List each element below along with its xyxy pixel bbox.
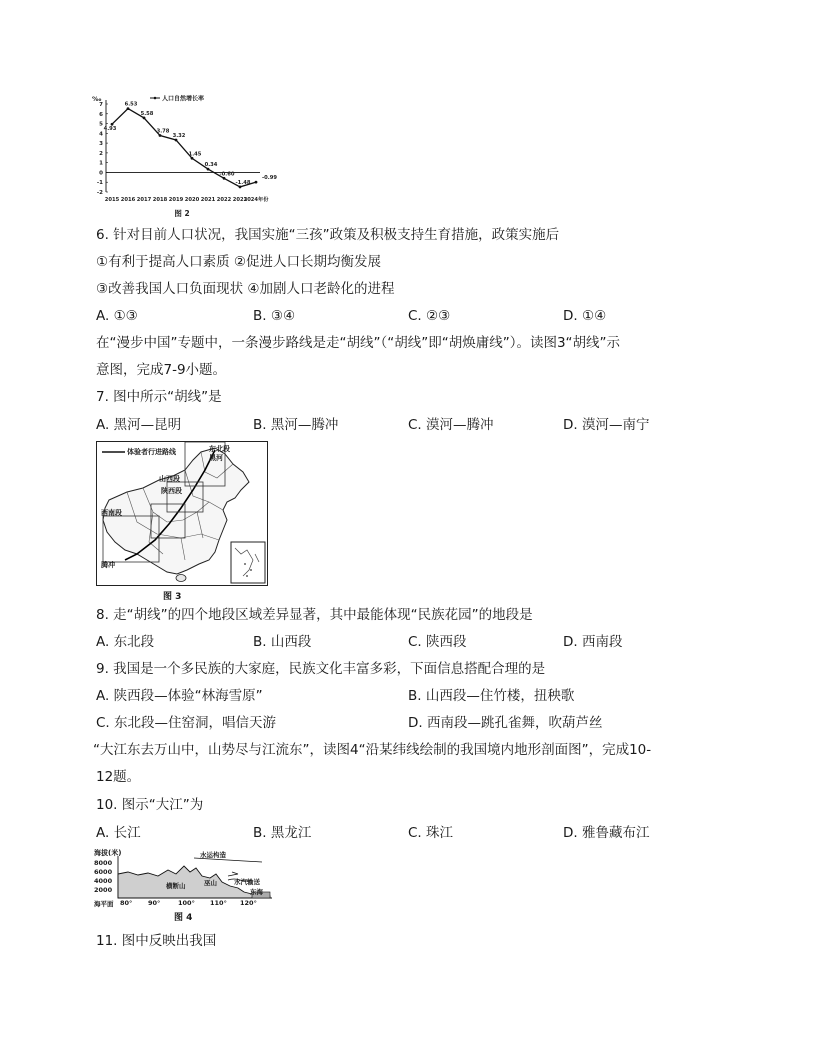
fig2-ytick-0: 7 <box>99 102 103 108</box>
fig2-xtick-2022: 2022 <box>216 197 232 203</box>
fig4-label-hengduan: 横断山 <box>166 882 186 890</box>
q6-option-b[interactable]: B. ③④ <box>253 308 296 324</box>
q8-option-b[interactable]: B. 山西段 <box>253 634 312 650</box>
fig2-xtick-2021: 2021 <box>200 197 216 203</box>
fig4-xtick-120: 120° <box>240 899 257 907</box>
q7-option-d[interactable]: D. 漠河—南宁 <box>563 417 650 433</box>
fig3-label-northeast: 东北段 <box>209 445 230 453</box>
q9-option-b[interactable]: B. 山西段—住竹楼，扭秧歌 <box>408 688 575 704</box>
fig2-point-2017 <box>143 116 146 119</box>
fig2-point-2022 <box>223 177 226 180</box>
q9-option-c[interactable]: C. 东北段—住窑洞，唱信天游 <box>96 715 277 731</box>
q8-stem: 8. 走“胡线”的四个地段区域差异显著，其中最能体现“民族花园”的地段是 <box>96 607 533 623</box>
figure-2-chart <box>92 92 292 220</box>
fig2-xtick-2024: 2024年份 <box>243 197 269 203</box>
fig4-ytick-6000: 6000 <box>94 868 113 876</box>
fig2-data-label-2016: 6.53 <box>124 101 138 108</box>
fig4-label-east-sea: 东海 <box>250 888 263 896</box>
fig2-point-2015 <box>111 123 114 126</box>
q6-stem: 6. 针对目前人口状况，我国实施“三孩”政策及积极支持生育措施，政策实施后 <box>96 227 560 243</box>
intro-10-12-line-1: “大江东去万山中，山势尽与江流东”，读图4“沿某纬线绘制的我国境内地形剖面图”，完成10- <box>93 742 652 758</box>
fig2-data-label-2020: 1.45 <box>188 151 202 158</box>
fig2-point-2024 <box>255 181 258 184</box>
fig2-point-2021 <box>207 168 210 171</box>
q6-option-a[interactable]: A. ①③ <box>96 308 138 324</box>
fig2-data-label-2018: 3.78 <box>156 128 170 135</box>
fig3-label-shanxi: 山西段 <box>159 475 180 483</box>
q10-option-b[interactable]: B. 黑龙江 <box>253 825 312 841</box>
fig3-label-southwest: 西南段 <box>101 509 122 517</box>
q9-stem: 9. 我国是一个多民族的大家庭，民族文化丰富多彩，下面信息搭配合理的是 <box>96 661 546 677</box>
fig3-legend: 体验者行进路线 <box>127 448 176 456</box>
fig2-xtick-2017: 2017 <box>136 197 152 203</box>
fig2-ytick-3: 4 <box>99 131 103 138</box>
q6-statement-1-2: ①有利于提高人口素质 ②促进人口长期均衡发展 <box>96 254 381 270</box>
q10-option-c[interactable]: C. 珠江 <box>408 825 454 841</box>
fig4-ytick-8000: 8000 <box>94 859 113 867</box>
fig2-xtick-2019: 2019 <box>168 197 184 203</box>
q7-option-c[interactable]: C. 漠河—腾冲 <box>408 417 494 433</box>
fig4-xtick-80: 80° <box>120 899 133 907</box>
fig2-ytick-5: 2 <box>99 150 103 157</box>
fig2-caption: 图 2 <box>174 209 190 218</box>
fig2-ytick-8: -1 <box>96 180 103 187</box>
q7-option-b[interactable]: B. 黑河—腾冲 <box>253 417 339 433</box>
fig2-point-2023 <box>239 186 242 189</box>
q8-option-c[interactable]: C. 陕西段 <box>408 634 467 650</box>
fig2-ytick-6: 1 <box>99 160 103 167</box>
fig2-legend-marker <box>154 97 157 100</box>
q8-option-d[interactable]: D. 西南段 <box>563 634 623 650</box>
fig2-ytick-1: 6 <box>99 111 103 118</box>
fig2-point-2020 <box>191 157 194 160</box>
q9-option-a[interactable]: A. 陕西段—体验“林海雪原” <box>96 688 263 704</box>
q10-option-d[interactable]: D. 雅鲁藏布江 <box>563 825 650 841</box>
fig4-caption: 图 4 <box>174 913 193 923</box>
fig4-label-top: 水运构造 <box>200 851 226 859</box>
fig2-data-label-2023: -1.48 <box>235 179 251 186</box>
fig4-ytick-2000: 2000 <box>94 886 113 894</box>
fig4-ylabel: 海拔(米) <box>94 849 122 857</box>
intro-10-12-line-2: 12题。 <box>96 769 141 785</box>
fig3-caption: 图 3 <box>163 592 182 602</box>
q7-stem: 7. 图中所示“胡线”是 <box>96 389 222 405</box>
fig4-ytick-4000: 4000 <box>94 877 113 885</box>
fig3-label-shaanxi: 陕西段 <box>161 487 182 495</box>
figure-4-profile <box>94 848 276 908</box>
fig2-data-label-2024: -0.99 <box>262 175 277 182</box>
fig4-sea-level: 海平面 <box>94 900 114 908</box>
china-outline-map <box>97 442 267 585</box>
intro-7-9-line-1: 在“漫步中国”专题中，一条漫步路线是走“胡线”（“胡线”即“胡焕庸线”）。读图3“胡线”示 <box>96 335 621 351</box>
q10-option-a[interactable]: A. 长江 <box>96 825 141 841</box>
fig2-data-label-2022: -0.60 <box>219 171 235 178</box>
fig4-xtick-100: 100° <box>178 899 195 907</box>
q6-option-d[interactable]: D. ①④ <box>563 308 607 324</box>
fig2-data-label-2017: 5.58 <box>140 110 154 117</box>
fig3-label-heihe: 黑河 <box>209 454 223 462</box>
q7-option-a[interactable]: A. 黑河—昆明 <box>96 417 182 433</box>
q8-option-a[interactable]: A. 东北段 <box>96 634 155 650</box>
fig2-point-2016 <box>127 107 130 110</box>
fig4-xtick-110: 110° <box>210 899 227 907</box>
fig2-data-label-2021: 0.34 <box>204 162 218 169</box>
fig4-label-vapor: 水汽输送 <box>234 878 260 886</box>
fig2-xtick-2023: 2023 <box>232 197 248 203</box>
fig2-data-label-2015: 4.93 <box>103 126 117 133</box>
q10-stem: 10. 图示“大江”为 <box>96 797 204 813</box>
fig2-point-2018 <box>159 134 162 137</box>
fig2-ytick-7: 0 <box>99 170 103 177</box>
figure-3-map <box>96 441 268 586</box>
q6-option-c[interactable]: C. ②③ <box>408 308 451 324</box>
fig2-unit: ‰ <box>92 95 102 103</box>
fig2-ytick-2: 5 <box>99 121 103 128</box>
fig2-ytick-9: -2 <box>96 190 103 196</box>
q6-statement-3-4: ③改善我国人口负面现状 ④加剧人口老龄化的进程 <box>96 281 395 297</box>
fig2-xtick-2020: 2020 <box>184 197 200 203</box>
fig2-ytick-4: 3 <box>99 141 103 148</box>
fig2-xtick-2015: 2015 <box>104 197 120 203</box>
fig4-label-wushan: 巫山 <box>204 879 217 887</box>
fig2-legend-label: 人口自然增长率 <box>162 95 205 103</box>
fig2-data-label-2019: 3.32 <box>172 132 186 139</box>
fig4-xtick-90: 90° <box>148 899 161 907</box>
fig2-xtick-2016: 2016 <box>120 197 136 203</box>
q11-stem: 11. 图中反映出我国 <box>96 933 217 949</box>
fig3-label-tengchong: 腾冲 <box>101 561 115 569</box>
fig2-xtick-2018: 2018 <box>152 197 168 203</box>
fig2-point-2019 <box>175 139 178 142</box>
q9-option-d[interactable]: D. 西南段—跳孔雀舞，吹葫芦丝 <box>408 715 603 731</box>
intro-7-9-line-2: 意图，完成7-9小题。 <box>96 362 227 378</box>
